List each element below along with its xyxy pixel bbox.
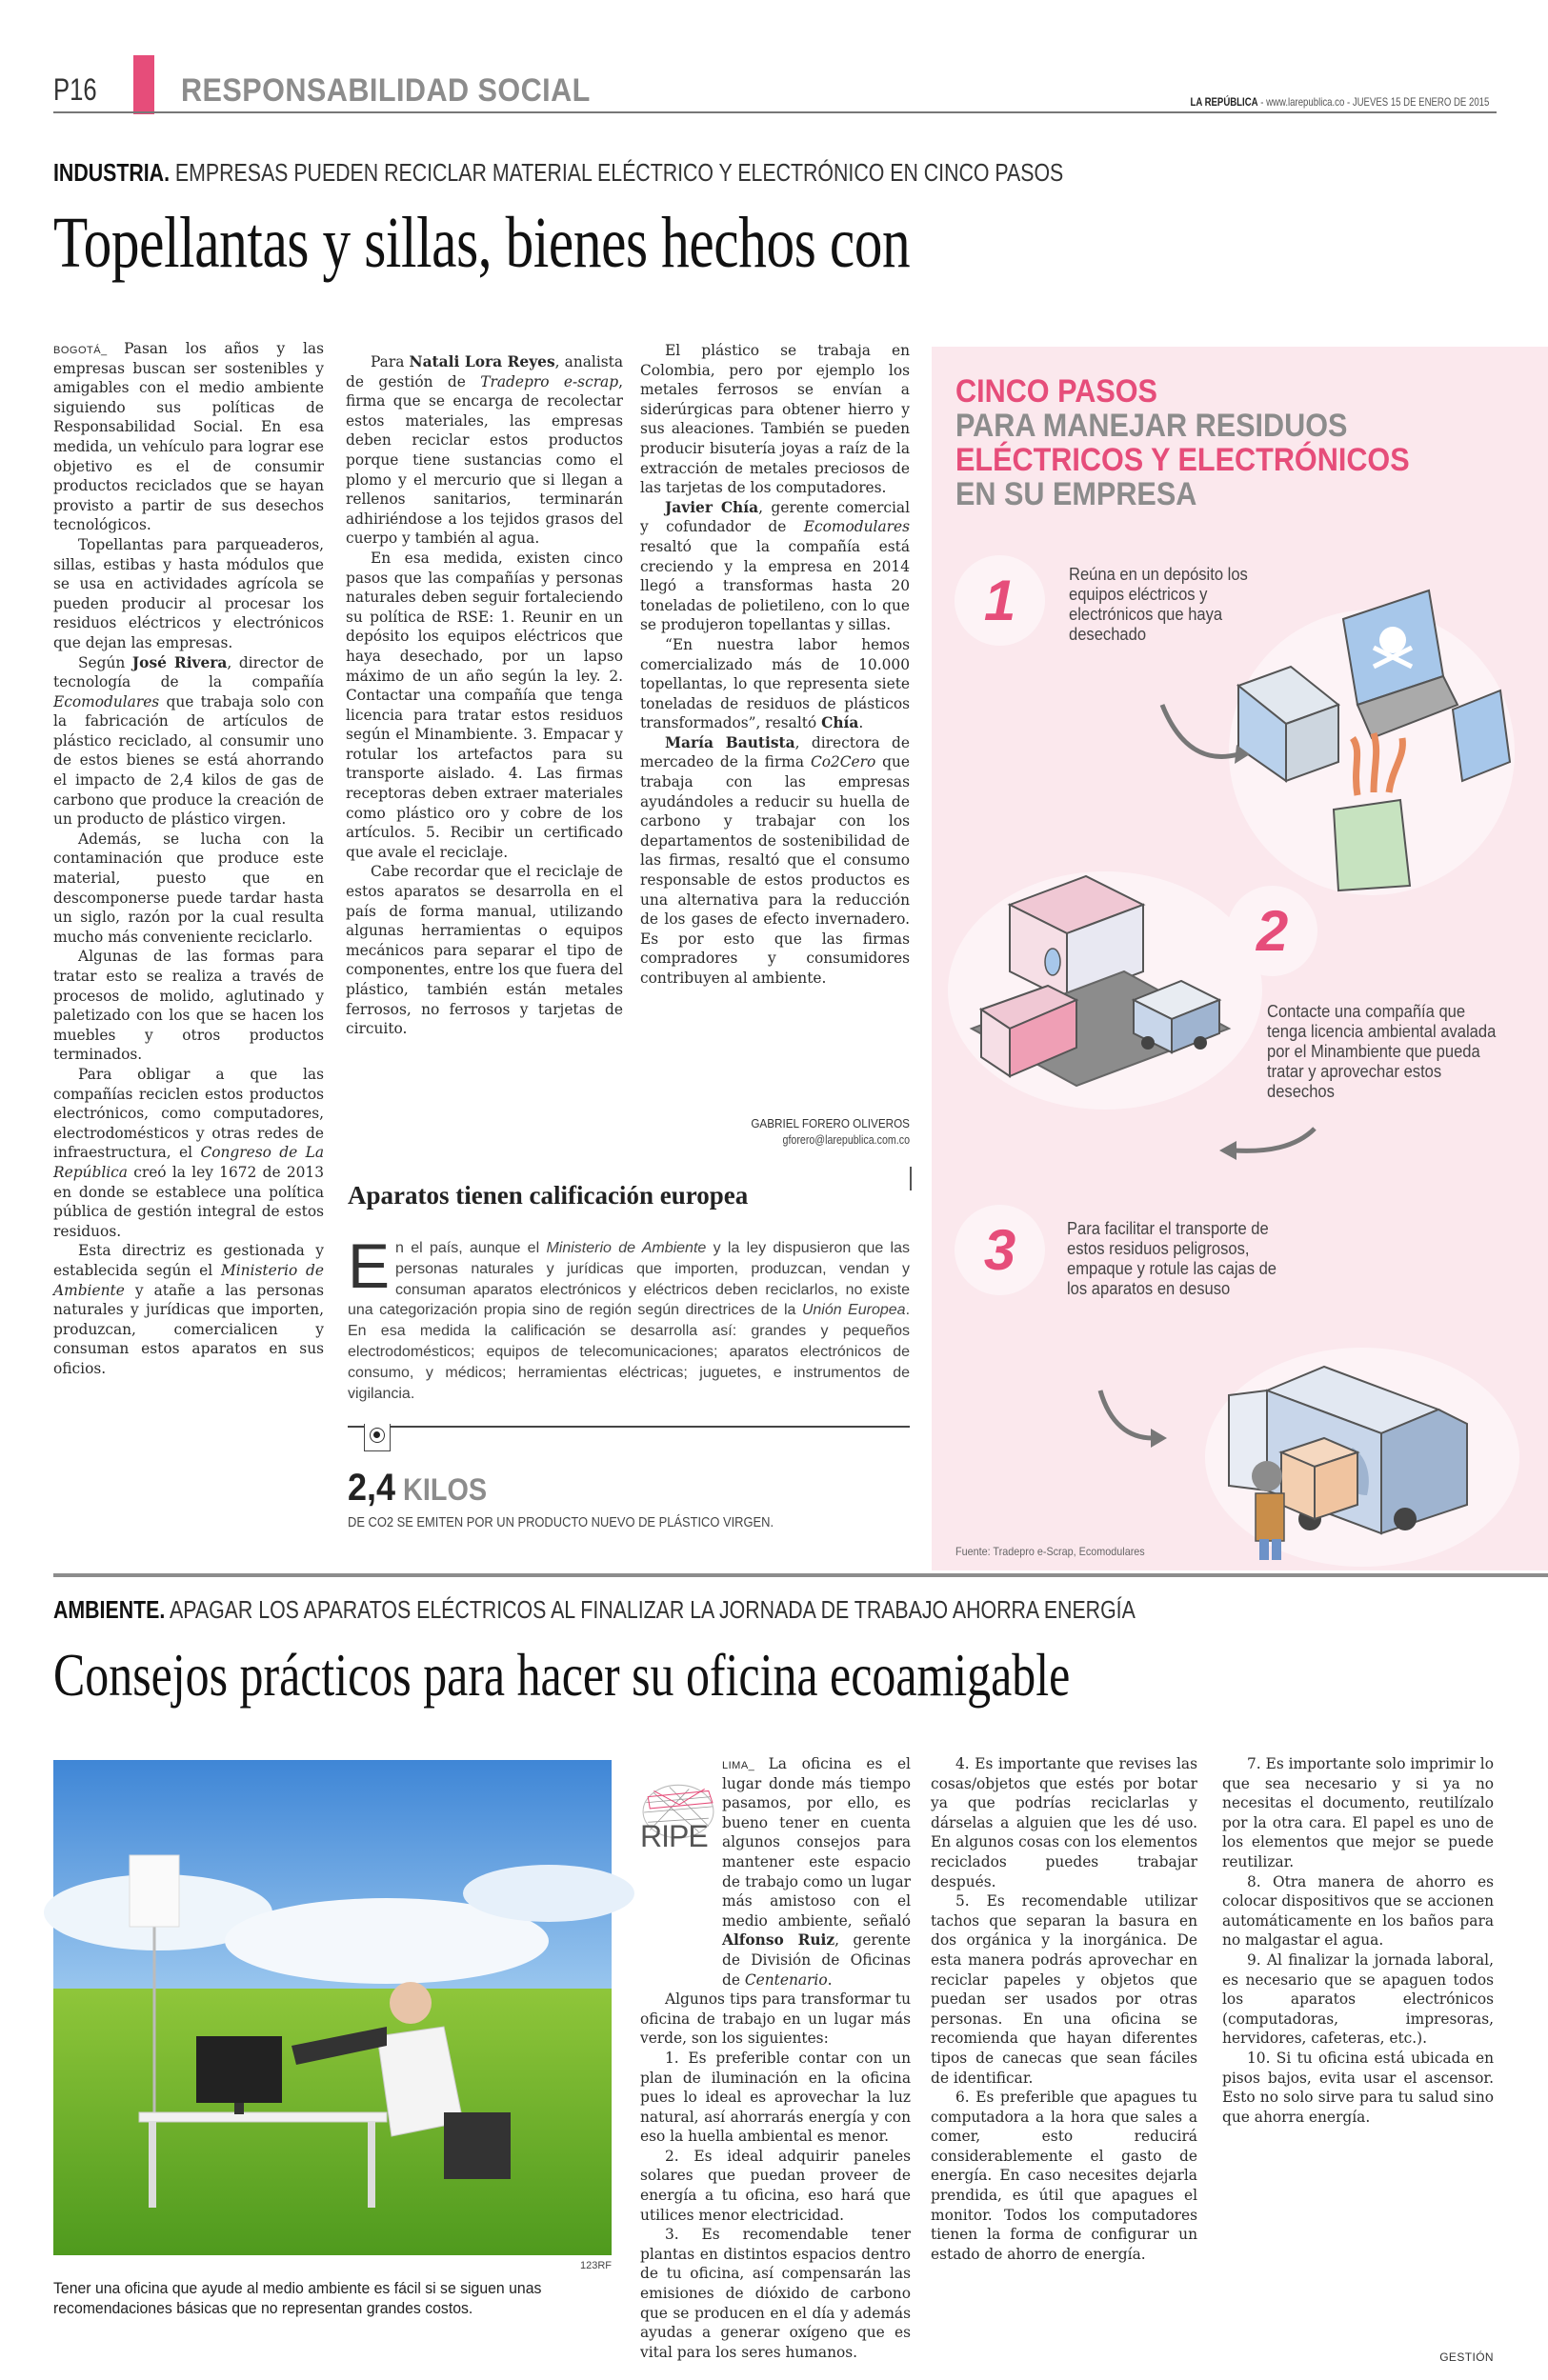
paragraph: En esa medida, existen cinco pasos que las compañías y personas naturales deben seguir fortaleciendo su política de RSE: 1. Reunir en un depósito los equipos eléctricos que haya desechado, por un lapso máximo de un año según la ley. 2. Contactar una compañía que tenga licencia para tratar estos residuos según el Minambiente. 3. Empacar y rotular los artefactos para su transporte aislado. 4. Las firmas receptoras deben extraer materiales como plástico oro y cobre de los artículos. 5. Recibir un certificado que avale el reciclaje. (346, 549, 623, 861)
institution-name: Ministerio de Ambiente (546, 1240, 707, 1256)
step-2-text: Contacte una compañía que tenga licencia ambiental avalada por el Minambiente que pueda tratar y aprovechar estos desechos (1267, 1002, 1497, 1101)
delivery-truck-illustration (1076, 1343, 1505, 1562)
article2-column-2 (931, 1754, 1197, 2264)
section-title: RESPONSABILIDAD SOCIAL (181, 72, 591, 109)
article1-column-3 (640, 341, 910, 989)
tablet-icon (1453, 690, 1510, 781)
kicker-text: APAGAR LOS APARATOS ELÉCTRICOS AL FINALIZAR LA JORNADA DE TRABAJO AHORRA ENERGÍA (165, 1595, 1136, 1624)
title-line: PARA MANEJAR RESIDUOS (955, 408, 1348, 444)
photo-credit: 123RF (579, 2260, 612, 2271)
dateline: BOGOTÁ_ (53, 345, 125, 356)
company-name: Ecomodulares (53, 692, 160, 710)
monitor-icon (196, 2036, 282, 2103)
kicker-label: AMBIENTE. (53, 1595, 166, 1624)
stat-number: 2,4 (348, 1467, 396, 1509)
paragraph: Además, se lucha con la contaminación que produce este material, puesto que en descomponerse puede tardar hasta un siglo, razón por la cual resulta mucho más conveniente reciclarlo. (53, 830, 324, 946)
man-icon (390, 1982, 432, 2024)
laptop-icon (1343, 590, 1458, 738)
company-name: Co2Cero (810, 753, 876, 771)
institution-name: Congreso de La República (53, 1144, 324, 1181)
author-name: GABRIEL FORERO OLIVEROS (751, 1116, 910, 1130)
person-name: María Bautista (665, 733, 795, 751)
text: La oficina es el lugar donde más tiempo pasamos, por ello, es bueno tener en cuenta algunos consejos para mantener este espacio de trabajo como un lugar más amistoso con el medio ambiente, señaló (722, 1755, 911, 1930)
sidebar-title: Aparatos tienen calificación europea (348, 1181, 749, 1210)
step-3-text: Para facilitar el transporte de estos residuos peligrosos, empaque y rotule las cajas de los aparatos en desuso (1067, 1219, 1277, 1298)
paragraph (640, 498, 910, 635)
page-number: P16 (53, 72, 97, 107)
website[interactable]: - www.larepublica.co - (1257, 95, 1353, 109)
text: resaltó que la compañía está creciendo y la empresa en 2014 llegó a transformas hasta 20 toneladas de polietileno, con lo que se produjeron topellantas y sillas. (640, 537, 910, 634)
text: n el país, aunque el (395, 1240, 547, 1256)
paragraph: 2. Es ideal adquirir paneles solares que puedan proveer de energía a tu oficina, eso hará que utilices menor electricidad. (640, 2147, 911, 2224)
title-line: CINCO PASOS (955, 373, 1157, 410)
section-accent-bar (133, 55, 154, 114)
step-1-circle (955, 555, 1045, 646)
article2-kicker (53, 1595, 1136, 1625)
stat-unit: KILOS (395, 1472, 488, 1507)
stat-description: DE CO2 SE EMITEN POR UN PRODUCTO NUEVO DE PLÁSTICO VIRGEN. (348, 1514, 774, 1530)
arrow-icon (1100, 1390, 1153, 1438)
person-name: José Rivera (131, 653, 228, 671)
person-name: Javier Chía (665, 498, 759, 516)
article1-kicker (53, 158, 1063, 188)
article2-column-1 (640, 1754, 911, 2361)
paragraph-text: Pasan los años y las empresas buscan ser sostenibles y amigables con el medio ambiente siguiendo sus políticas de Responsabilidad Social. En esa medida, un vehículo para lograr ese objetivo es el de consumir productos reciclados que se hayan provisto a partir de sus desechos tecnológicos. (53, 340, 324, 534)
infographic-title (955, 374, 1410, 511)
paragraph (722, 1754, 911, 1990)
paragraph: 5. Es recomendable utilizar tachos que separan la basura en dos orgánica y la inorgánica. De esta manera podrás aprovechar en reciclar papeles y objetos que puedan ser usados por otras personas. En una oficina se recomienda que hayan diferentes tipos de canecas que sean fáciles de identificar. (931, 1892, 1197, 2087)
publication-name: LA REPÚBLICA (1190, 95, 1258, 109)
paragraph: 10. Si tu oficina está ubicada en pisos bajos, evita usar el ascensor. Esto no solo sirve para tu salud sino que ahorra energía. (1222, 2049, 1494, 2126)
paragraph: Algunas de las formas para tratar esto se realiza a través de procesos de molido, aglutinado y paletizado con los que se hacen los muebles y otros productos terminados. (53, 948, 324, 1064)
text: creó la ley 1672 de 2013 en donde se establece una política pública de gestión integral de estos residuos. (53, 1163, 324, 1240)
step-1-text: Reúna en un depósito los equipos eléctricos y electrónicos que haya desechado (1069, 565, 1248, 644)
person-name: Alfonso Ruiz (722, 1931, 835, 1950)
paragraph: 8. Otra manera de ahorro es colocar dispositivos que se accionen automáticamente en los baños para no malgastar el agua. (1222, 1872, 1494, 1950)
photo-illustration (53, 1760, 612, 2255)
paragraph: Algunos tips para transformar tu oficina de trabajo en un lugar más verde, son los siguientes: (640, 1990, 911, 2048)
article2-column-3 (1222, 1754, 1494, 2127)
photo-caption: Tener una oficina que ayude al medio ambiente es fácil si se siguen unas recomendaciones básicas que no representan grandes costos. (53, 2279, 542, 2317)
stat-value (348, 1467, 487, 1510)
kicker-label: INDUSTRIA. (53, 158, 171, 187)
step-2-circle (1227, 886, 1317, 976)
step-number: 1 (983, 569, 1016, 632)
paragraph: El plástico se trabaja en Colombia, pero por ejemplo los metales ferrosos se envían a siderúrgicas para obtener hierro y sus aleaciones. También se pueden producir bisutería joyas a raíz de la extracción de metales preciosos de las tarjetas de los computadores. (640, 342, 910, 497)
header-divider (53, 111, 1497, 113)
text: Esta directriz es gestionada y establecida según el (53, 1242, 324, 1279)
text: , analista de gestión de (346, 353, 624, 390)
paragraph (53, 339, 324, 535)
institution-name: Ministerio de Ambiente (53, 1261, 324, 1299)
step-number: 3 (983, 1218, 1016, 1282)
byline (640, 1116, 910, 1147)
title-line: EN SU EMPRESA (955, 476, 1197, 512)
paragraph (53, 1241, 324, 1378)
text: y atañe a las personas naturales y jurídicas que importen, produzcan, comercialicen y consuman estos aparatos en sus oficios. (53, 1281, 324, 1377)
kicker-text: EMPRESAS PUEDEN RECICLAR MATERIAL ELÉCTRICO Y ELECTRÓNICO EN CINCO PASOS (170, 158, 1064, 187)
text: . (858, 714, 864, 732)
source-signoff: GESTIÓN (1439, 2350, 1494, 2364)
text: Según (78, 653, 132, 671)
author-email[interactable]: gforero@larepublica.com.co (782, 1132, 910, 1147)
paragraph: 9. Al finalizar la jornada laboral, es necesario que se apaguen todos los aparatos electrónicos (computadoras, impresoras, hervidores, cafeteras, etc.). (1222, 1950, 1494, 2048)
paragraph: 6. Es preferible que apagues tu computadora a la hora que sales a comer, esto reducirá considerablemente el gasto de energía. En caso necesites dejarla prendida, es útil que apagues el monitor. Todos los computadores tienen la forma de configurar un estado de ahorro de energía. (931, 2089, 1197, 2263)
office-in-field-photo (53, 1760, 612, 2255)
company-name: Ecomodulares (803, 518, 910, 536)
person-name: Natali Lora Reyes (409, 353, 555, 370)
text: , gerente de División de Oficinas de (722, 1931, 911, 1989)
microwave-icon (1238, 667, 1338, 781)
article1-column-2 (346, 352, 623, 1039)
paragraph (640, 733, 910, 989)
text: , firma que se encarga de recolectar estos materiales, las empresas deben reciclar estos productos porque tiene sustancias como el plomo y el mercurio que si llegan a rellenos sanitarios, terminarán adhiriéndose a los tejidos grasos del cuerpo y también al agua. (346, 372, 623, 548)
sidebar-text (348, 1230, 911, 1404)
paragraph: Topellantas para parqueaderos, sillas, estibas y hasta módulos que se usa en actividades agrícola se pueden producir al procesar los residuos eléctricos y electrónicos que dejan las empresas. (53, 535, 324, 651)
arrow-icon (1162, 705, 1238, 756)
issue-date: JUEVES 15 DE ENERO DE 2015 (1352, 95, 1489, 109)
paragraph: 3. Es recomendable tener plantas en distintos espacios dentro de tu oficina, así compensarán las emisiones de dióxido de carbono que se producen en el día y además ayudas a generar oxígeno que es vital para los seres humanos. (640, 2226, 911, 2361)
article2-headline: Consejos prácticos para hacer su oficina ecoamigable (53, 1641, 1071, 1709)
article1-column-1 (53, 339, 324, 1378)
text: que trabaja solo con la fabricación de artículos de plástico reciclado, al consumir uno de estos bienes se está ahorrando el impacto de 2,4 kilos de gas de carbono que produce la creación de un producto de plástico virgen. (53, 692, 324, 829)
recycling-bag-icon (1334, 733, 1410, 890)
infographic-source: Fuente: Tradepro e-Scrap, Ecomodulares (955, 1545, 1145, 1558)
factory-truck-illustration (943, 848, 1267, 1114)
paragraph (53, 1065, 324, 1241)
text: que trabaja con las empresas ayudándoles a reducir su huella de carbono y trabajar con los departamentos de sostenibilidad de las firmas, resaltó que el consumo responsable de estos productos es una alternativa para la reducción de los gases de efecto invernadero. Es por esto que las firmas compradores y consumidores contribuyen al ambiente. (640, 753, 911, 987)
text: y la ley dispusieron que las personas naturales y jurídicas que importen, produzcan, vendan y consuman aparatos electrónicos y eléctricos deben reciclarlos, no existe una categorización propia sino de región según directrices de la (348, 1240, 911, 1319)
article1-headline: Topellantas y sillas, bienes hechos con (53, 203, 911, 283)
paragraph (346, 352, 623, 549)
paragraph: 4. Es importante que revises las cosas/objetos que estés por botar ya que podrías reciclarlas y dárselas a alguien que les dé uso. En algunos cosas con los elementos reciclados puedes trabajar después. (931, 1755, 1197, 1890)
text: . (827, 1970, 833, 1989)
step-3-circle (955, 1205, 1045, 1295)
text: , directora de mercadeo de la firma (640, 733, 911, 771)
paragraph: 7. Es importante solo imprimir lo que sea necesario y si ya no necesitas el documento, reutilízalo por la otra cara. El papel es uno de los elementos que mejor se puede reutilizar. (1222, 1755, 1494, 1870)
paragraph: 1. Es preferible contar con un plan de iluminación en la oficina pues lo ideal es aprovechar la luz natural, así ahorrarás energía y con eso la huella ambiental es menor. (640, 2049, 911, 2146)
column-divider (910, 1167, 912, 1190)
step-number: 2 (1256, 899, 1289, 963)
paragraph (640, 635, 910, 733)
company-name: Tradepro e-scrap (480, 372, 619, 390)
institution-name: Unión Europea (801, 1302, 906, 1319)
ripe-logo-text: RIPE (640, 1819, 708, 1853)
dropcap: E (348, 1230, 391, 1301)
arrow-icon (1210, 1124, 1324, 1162)
company-name: Centenario (744, 1970, 828, 1989)
paragraph (53, 653, 324, 830)
article-divider (53, 1573, 1548, 1577)
person-name: Chía (821, 714, 859, 732)
stat-divider (348, 1426, 910, 1428)
text: Para obligar a que las compañías reciclen estos productos electrónicos, como computadores, electrodomésticos y otras redes de infraestructura, el (53, 1065, 324, 1162)
title-line: ELÉCTRICOS Y ELECTRÓNICOS (955, 442, 1410, 478)
text: Para (371, 353, 410, 370)
text: , director de tecnología de la compañía (53, 653, 324, 691)
masthead (1190, 95, 1489, 109)
paragraph: Cabe recordar que el reciclaje de estos aparatos se desarrolla en el país de forma manual, utilizando algunas herramientas o equipos mecánicos para separar el tipo de componentes, entre los que fuera del plástico, también están metales ferrosos, no ferrosos y tarjetas de circuito. (346, 863, 623, 1038)
text: , gerente comercial y cofundador de (640, 498, 910, 536)
text: . En esa medida la calificación se desarrolla así: grandes y pequeños electrodomésticos; equipos de telecomunicaciones; aparatos electrónicos de consumo, y médicos; herramientas eléctricas; juguetes, e instrumentos de vigilancia. (348, 1302, 911, 1402)
target-icon (370, 1428, 385, 1443)
text: “En nuestra labor hemos comercializado más de 10.000 topellantas, lo que representa siete toneladas de residuos de plásticos transformados”, resaltó (640, 635, 910, 732)
dateline: LIMA_ (722, 1760, 769, 1771)
